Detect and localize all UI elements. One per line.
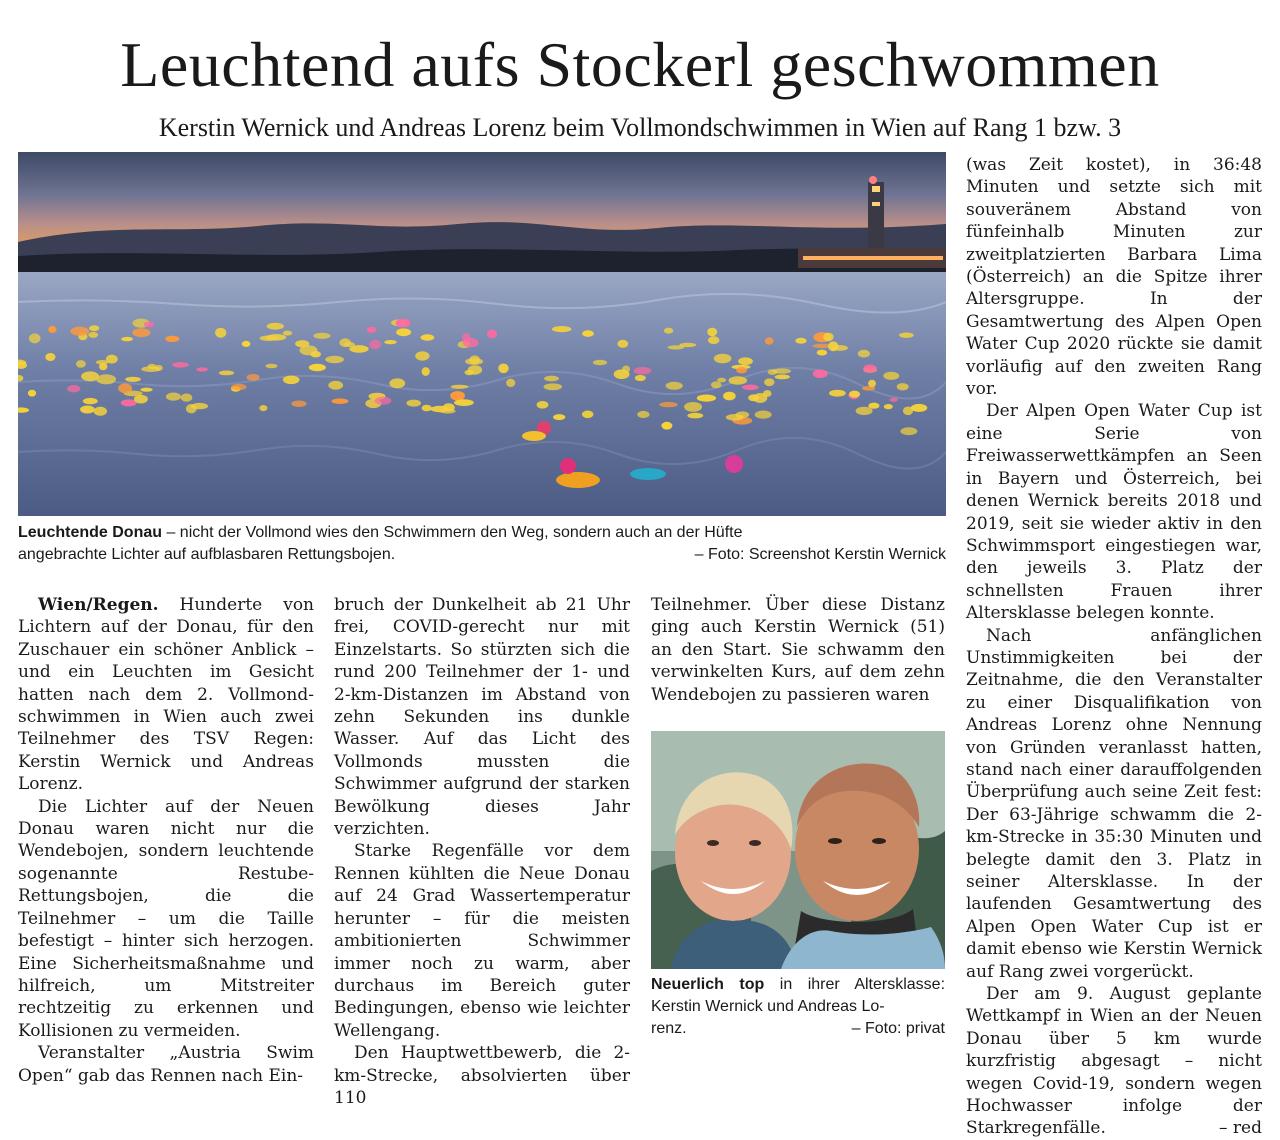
- main-photo-credit: – Foto: Screenshot Kerstin Wernick: [694, 546, 946, 563]
- col4-paragraph-4: [966, 983, 1262, 1140]
- headline: Leuchtend aufs Stockerl geschwommen: [120, 29, 1160, 100]
- column-3: [651, 594, 945, 706]
- portrait-photo: [651, 731, 945, 969]
- col4-paragraph-3: Nach anfänglichen Unstimmigkeiten bei der Zeitnahme, die den Veranstalter zu einer Disqualifikation von Andreas Lorenz ohne Nennung von Gründen veranlasst hatten, stand nach einer darauffolgenden Überprüfung auch seine Zeit fest: Der 63-Jährige schwamm die 2-km-Strecke in 35:30 Minuten und belegte damit den 3. Platz in seiner Altersklasse. In der laufenden Gesamtwertung des Alpen Open Water Cup ist er damit ebenso wie Kerstin Wernick auf Rang zwei vorgerückt.: [966, 625, 1262, 982]
- col4-paragraph-2: Der Alpen Open Water Cup ist eine Serie von Freiwasserwettkämpfen an Seen in Bayern und Österreich, bei denen Wernick bereits 2018 und 2019, seit sie wieder aktiv in den Schwimmsport eingestiegen war, den jeweils 3. Platz der schnellsten Frauen ihrer Altersklasse belegen konnte.: [966, 401, 1262, 624]
- col4-paragraph-1: (was Zeit kostet), in 36:48 Minuten und setzte sich mit souveränem Abstand von fünfeinhalb Minuten zur zweitplatzierten Barbara Lima (Österreich) an die Spitze ihrer Altersgruppe. In der Gesamtwertung des Alpen Open Water Cup 2020 rückte sie damit vorläufig auf den zweiten Rang vor.: [966, 155, 1262, 400]
- col2-paragraph-3: Den Hauptwettbewerb, die 2-km-Strecke, absolvierten über 110: [334, 1043, 630, 1108]
- col1-paragraph-1: [18, 594, 314, 796]
- col1-paragraph-2: Die Lichter auf der Neuen Donau waren nicht nur die Wendebojen, sondern leuchtende sogenannte Restube-Rettungsbojen, die die Teilnehmer – um die Taille befestigt – hinter sich herzogen. Eine Sicherheitsmaßnahme und hilfreich, um Mitstreiter rechtzeitig zu erkennen und Kollisionen zu vermeiden.: [18, 796, 314, 1041]
- side-caption-text2: renz.: [651, 1020, 687, 1037]
- portrait-caption: [651, 974, 945, 1040]
- dateline: Wien/Regen.: [38, 595, 159, 615]
- col1-paragraph-3: Veranstalter „Austria Swim Open“ gab das Rennen nach Ein-: [18, 1043, 314, 1086]
- col2-paragraph-2: Starke Regenfälle vor dem Rennen kühlten die Neue Donau auf 24 Grad Wassertemperatur herunter – für die meisten ambitionierten Schwimmer immer noch zu warm, aber durchaus im Bereich guter Bedingungen, ebenso wie leichter Wellengang.: [334, 841, 630, 1041]
- main-photo: [18, 152, 946, 516]
- main-caption-text: – nicht der Vollmond wies den Schwimmern den Weg, sondern auch an der Hüfte: [162, 524, 743, 541]
- side-caption-lead: Neuerlich top: [651, 976, 765, 993]
- subheadline: Kerstin Wernick und Andreas Lorenz beim Vollmondschwimmen in Wien auf Rang 1 bzw. 3: [158, 113, 1122, 142]
- column-4: [966, 154, 1262, 1140]
- signoff: – red: [1219, 1118, 1262, 1139]
- side-caption-text: in ihrer Altersklasse: Kerstin Wernick und Andreas Lo-: [651, 976, 946, 1015]
- column-1: [18, 594, 314, 1087]
- main-caption-text2: angebrachte Lichter auf aufblasbaren Rettungsbojen.: [18, 546, 396, 563]
- col1-p1-text: Hunderte von Lichtern auf der Donau, für den Zuschauer ein schöner Anblick – und ein Leuchten im Gesicht hatten nach dem 2. Vollmond-schwimmen in Wien auch zwei Teilnehmer des TSV Regen: Kerstin Wernick und Andreas Lorenz.: [18, 595, 314, 795]
- col3-paragraph-1: Teilnehmer. Über diese Distanz ging auch Kerstin Wernick (51) an den Start. Sie schwamm den verwinkelten Kurs, auf dem zehn Wendebojen zu passieren waren: [651, 595, 945, 705]
- col2-paragraph-1: bruch der Dunkelheit ab 21 Uhr frei, COVID-gerecht nur mit Einzelstarts. So stürzten sich die rund 200 Teilnehmer der 1- und 2-km-Distanzen im Abstand von zehn Sekunden ins dunkle Wasser. Auf das Licht des Vollmonds mussten die Schwimmer aufgrund der starken Bewölkung dieses Jahr verzichten.: [334, 595, 630, 840]
- column-2: [334, 594, 630, 1109]
- main-caption-lead: Leuchtende Donau: [18, 524, 163, 541]
- main-photo-caption: [18, 522, 946, 566]
- side-photo-credit: – Foto: privat: [851, 1020, 945, 1037]
- col4-p4-text: Der am 9. August geplante Wettkampf in Wien an der Neuen Donau über 5 km wurde kurzfristig abgesagt – nicht wegen Covid-19, sondern wegen Hochwasser infolge der Starkregenfälle.: [966, 984, 1262, 1139]
